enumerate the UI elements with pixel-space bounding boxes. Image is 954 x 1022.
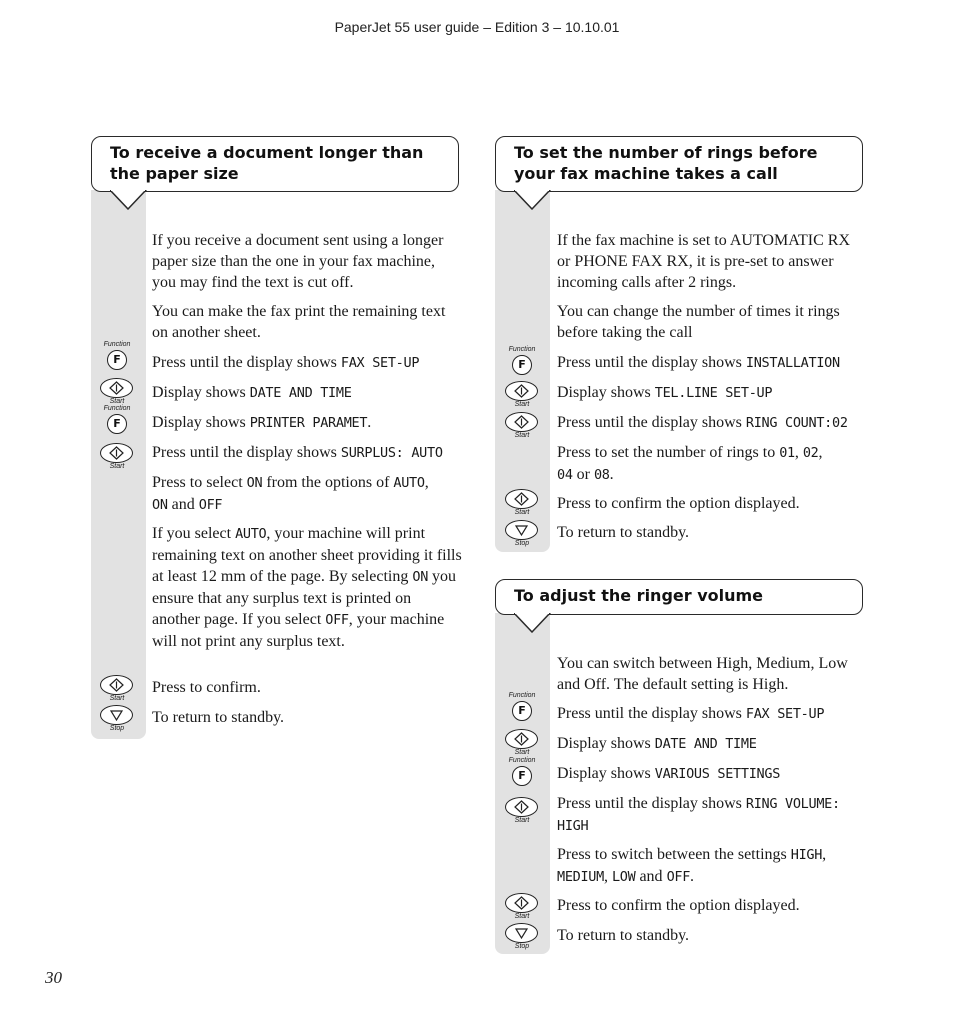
rings-section-title: To set the number of rings before your fax machine takes a call bbox=[495, 136, 863, 192]
start-caption: Start bbox=[514, 913, 530, 920]
start-caption: Start bbox=[514, 401, 530, 408]
volume-step-7: To return to standby. bbox=[557, 927, 690, 944]
start-button-icon bbox=[100, 675, 133, 695]
start-caption: Start bbox=[514, 432, 530, 439]
function-button-icon: F bbox=[107, 414, 127, 434]
start-button-icon bbox=[505, 893, 538, 913]
left-section-title: To receive a document longer than the paper size bbox=[91, 136, 459, 192]
start-button-icon bbox=[505, 729, 538, 749]
start-caption: Start bbox=[109, 463, 125, 470]
rings-step-1: Press until the display shows INSTALLATION bbox=[557, 354, 840, 371]
volume-section-title: To adjust the ringer volume bbox=[495, 579, 863, 615]
start-button-icon bbox=[505, 412, 538, 432]
volume-step-4: Press until the display shows RING VOLUME: HIGH bbox=[557, 795, 840, 834]
function-caption: Function bbox=[103, 341, 131, 348]
start-button-icon bbox=[505, 381, 538, 401]
left-step-7: Press to confirm. bbox=[152, 679, 261, 696]
function-button-icon: F bbox=[512, 355, 532, 375]
start-button-icon bbox=[100, 378, 133, 398]
start-caption: Start bbox=[109, 695, 125, 702]
rings-step-6: To return to standby. bbox=[557, 524, 690, 541]
title-notch bbox=[110, 190, 148, 210]
start-button-icon bbox=[505, 797, 538, 817]
rings-step-4: Press to set the number of rings to 01, 02, 04 or 08. bbox=[557, 444, 823, 483]
stop-button-icon bbox=[100, 705, 133, 725]
rings-intro-2: You can change the number of times it rings before taking the call bbox=[557, 303, 840, 341]
rings-step-2: Display shows TEL.LINE SET-UP bbox=[557, 384, 773, 401]
function-caption: Function bbox=[508, 346, 536, 353]
stop-caption: Stop bbox=[514, 943, 530, 950]
title-notch bbox=[514, 190, 552, 210]
volume-intro: You can switch between High, Medium, Low and Off. The default setting is High. bbox=[557, 655, 848, 693]
volume-step-5: Press to switch between the settings HIGH, MEDIUM, LOW and OFF. bbox=[557, 846, 827, 885]
left-intro-2: You can make the fax print the remaining text on another sheet. bbox=[152, 303, 446, 341]
left-step-5: Press to select ON from the options of AUTO, ON and OFF bbox=[152, 474, 429, 513]
left-step-2: Display shows DATE AND TIME bbox=[152, 384, 352, 401]
volume-step-6: Press to confirm the option displayed. bbox=[557, 897, 800, 914]
function-button-icon: F bbox=[512, 766, 532, 786]
left-step-3: Display shows PRINTER PARAMET. bbox=[152, 414, 372, 431]
volume-step-1: Press until the display shows FAX SET-UP bbox=[557, 705, 825, 722]
function-caption: Function bbox=[508, 692, 536, 699]
function-button-icon: F bbox=[107, 350, 127, 370]
function-caption: Function bbox=[508, 757, 536, 764]
start-caption: Start bbox=[514, 509, 530, 516]
rings-step-5: Press to confirm the option displayed. bbox=[557, 495, 800, 512]
title-notch bbox=[514, 613, 552, 633]
left-step-8: To return to standby. bbox=[152, 709, 285, 726]
start-caption: Start bbox=[514, 749, 530, 756]
stop-caption: Stop bbox=[514, 540, 530, 547]
rings-intro-1: If the fax machine is set to AUTOMATIC RX or PHONE FAX RX, it is pre-set to answer incoming calls after 2 rings. bbox=[557, 232, 850, 291]
volume-step-2: Display shows DATE AND TIME bbox=[557, 735, 757, 752]
running-header: PaperJet 55 user guide – Edition 3 – 10.10.01 bbox=[334, 19, 620, 35]
volume-step-3: Display shows VARIOUS SETTINGS bbox=[557, 765, 781, 782]
start-caption: Start bbox=[514, 817, 530, 824]
function-caption: Function bbox=[103, 405, 131, 412]
function-button-icon: F bbox=[512, 701, 532, 721]
left-intro-1: If you receive a document sent using a longer paper size than the one in your fax machine, you may find the text is cut off. bbox=[152, 232, 444, 291]
left-step-1: Press until the display shows FAX SET-UP bbox=[152, 354, 420, 371]
stop-caption: Stop bbox=[109, 725, 125, 732]
page-number: 30 bbox=[45, 968, 62, 987]
start-caption: Start bbox=[109, 398, 125, 405]
stop-button-icon bbox=[505, 923, 538, 943]
start-button-icon bbox=[100, 443, 133, 463]
rings-step-3: Press until the display shows RING COUNT:02 bbox=[557, 414, 848, 431]
stop-button-icon bbox=[505, 520, 538, 540]
start-button-icon bbox=[505, 489, 538, 509]
left-step-6: If you select AUTO, your machine will print remaining text on another sheet providing it fills at least 12 mm of the page. By selecting ON you ensure that any surplus text is printed on another page. If you select OFF, your machine will not print any surplus text. bbox=[152, 525, 462, 650]
left-step-4: Press until the display shows SURPLUS: AUTO bbox=[152, 444, 443, 461]
